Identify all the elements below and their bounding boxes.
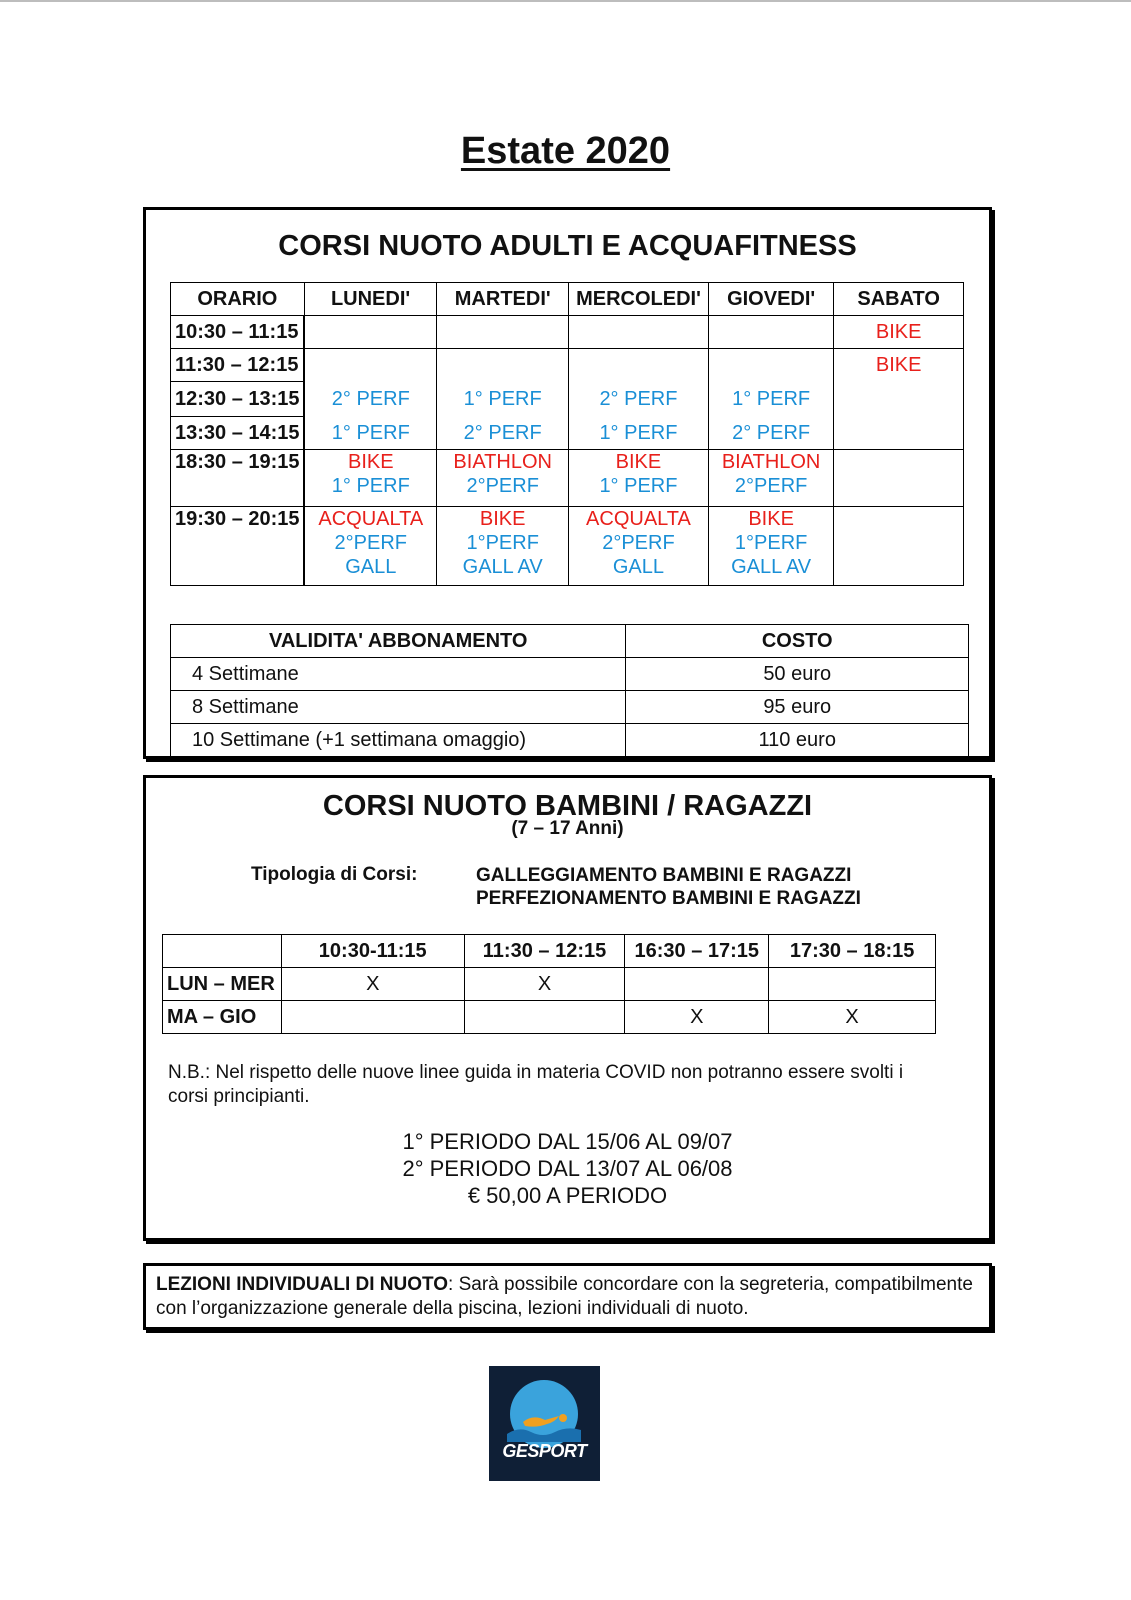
kids-col-header-empty <box>163 935 282 968</box>
schedule-cell <box>437 316 569 349</box>
schedule-cell <box>834 382 964 417</box>
kids-row-days: MA – GIO <box>163 1001 282 1034</box>
course-label: 2° PERF <box>732 421 811 444</box>
tipologia-item: PERFEZIONAMENTO BAMBINI E RAGAZZI <box>476 888 861 909</box>
col-header-lunedi: LUNEDI' <box>304 283 437 316</box>
course-label: 1° PERF <box>732 388 811 410</box>
periods-block <box>146 1128 989 1209</box>
course-label: BIKE <box>875 321 922 343</box>
course-label: ACQUALTA <box>318 508 424 530</box>
individual-lessons-text <box>156 1273 976 1321</box>
page-title: Estate 2020 <box>460 130 671 172</box>
kids-col-header-slot: 16:30 – 17:15 <box>625 935 769 968</box>
col-header-martedi: MARTEDI' <box>437 283 569 316</box>
kids-section <box>143 775 992 1241</box>
course-label: 2°PERF <box>734 475 808 497</box>
kids-col-header-slot: 17:30 – 18:15 <box>769 935 936 968</box>
table-row <box>171 417 964 450</box>
course-label: GALL AV <box>731 556 812 578</box>
schedule-cell <box>437 417 569 450</box>
table-row <box>171 382 964 417</box>
kids-cell <box>464 1001 625 1034</box>
top-rule <box>0 0 1131 2</box>
time-slot: 10:30 – 11:15 <box>171 316 305 349</box>
schedule-cell <box>569 507 709 586</box>
kids-cell: X <box>281 968 464 1001</box>
schedule-cell <box>304 382 437 417</box>
table-row <box>171 349 964 382</box>
kids-col-header-slot: 10:30-11:15 <box>281 935 464 968</box>
covid-note: N.B.: Nel rispetto delle nuove linee guida in materia COVID non potranno essere svolti i corsi principianti. <box>168 1062 904 1107</box>
course-label: 2°PERF <box>334 532 408 554</box>
price-line: € 50,00 A PERIODO <box>467 1183 668 1208</box>
kids-cell: X <box>769 1001 936 1034</box>
col-header-giovedi: GIOVEDI' <box>708 283 833 316</box>
schedule-cell <box>304 507 437 586</box>
time-slot: 13:30 – 14:15 <box>171 417 305 450</box>
pricing-table <box>170 624 969 757</box>
course-label: GALL <box>345 556 397 578</box>
col-header-orario: ORARIO <box>171 283 305 316</box>
kids-cell: X <box>625 1001 769 1034</box>
pricing-duration: 8 Settimane <box>171 691 626 724</box>
course-label: BIATHLON <box>453 451 552 473</box>
adults-schedule-table <box>170 282 964 586</box>
col-header-mercoledi: MERCOLEDI' <box>569 283 709 316</box>
course-label: BIATHLON <box>721 451 821 473</box>
course-label: GALL AV <box>462 556 543 578</box>
schedule-cell <box>834 417 964 450</box>
schedule-cell <box>708 349 833 382</box>
table-row <box>171 507 964 586</box>
course-label: 2° PERF <box>463 421 542 444</box>
schedule-cell <box>437 450 569 507</box>
course-label: BIKE <box>748 508 794 530</box>
schedule-cell <box>834 450 964 507</box>
tipologia-item: GALLEGGIAMENTO BAMBINI E RAGAZZI <box>476 865 852 886</box>
time-slot: 12:30 – 13:15 <box>171 382 305 417</box>
table-row <box>171 691 969 724</box>
schedule-cell <box>437 382 569 417</box>
kids-col-header-slot: 11:30 – 12:15 <box>464 935 625 968</box>
course-label: 1° PERF <box>599 475 678 497</box>
pricing-header-validita: VALIDITA' ABBONAMENTO <box>171 625 626 658</box>
schedule-cell <box>304 349 437 382</box>
schedule-cell <box>708 417 833 450</box>
pricing-duration: 4 Settimane <box>171 658 626 691</box>
individual-lessons-body: : Sarà possibile concordare con la segreteria, compatibilmente con l’organizzazione generale della piscina, lezioni individuali di nuoto. <box>156 1274 973 1319</box>
pricing-header-costo: COSTO <box>626 625 969 658</box>
swimmer-icon <box>489 1366 600 1481</box>
kids-heading: CORSI NUOTO BAMBINI / RAGAZZI <box>322 790 813 822</box>
schedule-cell <box>708 450 833 507</box>
schedule-cell <box>569 316 709 349</box>
adults-section <box>143 207 992 759</box>
table-row <box>171 316 964 349</box>
course-label: BIKE <box>479 508 526 530</box>
schedule-cell <box>304 417 437 450</box>
kids-cell <box>769 968 936 1001</box>
course-label: 2°PERF <box>602 532 675 554</box>
schedule-cell <box>569 349 709 382</box>
table-row <box>171 658 969 691</box>
time-slot: 19:30 – 20:15 <box>171 507 305 586</box>
schedule-cell <box>834 349 964 382</box>
kids-age-range: (7 – 17 Anni) <box>511 818 624 839</box>
tipologia-list <box>476 864 861 910</box>
time-slot: 11:30 – 12:15 <box>171 349 305 382</box>
kids-cell: X <box>464 968 625 1001</box>
course-label: BIKE <box>875 354 922 377</box>
pricing-duration: 10 Settimane (+1 settimana omaggio) <box>171 724 626 757</box>
individual-lessons-label: LEZIONI INDIVIDUALI DI NUOTO <box>156 1274 449 1295</box>
pricing-cost: 110 euro <box>626 724 969 757</box>
course-label: 1°PERF <box>734 532 808 554</box>
schedule-cell <box>708 382 833 417</box>
adults-heading: CORSI NUOTO ADULTI E ACQUAFITNESS <box>278 230 857 262</box>
individual-lessons-section <box>143 1263 992 1330</box>
table-row <box>163 968 936 1001</box>
col-header-sabato: SABATO <box>834 283 964 316</box>
course-label: 1° PERF <box>463 388 542 410</box>
kids-cell <box>625 968 769 1001</box>
schedule-cell <box>708 507 833 586</box>
schedule-cell <box>304 450 437 507</box>
schedule-cell <box>437 349 569 382</box>
course-label: 1° PERF <box>331 421 410 444</box>
gesport-logo <box>489 1366 600 1481</box>
course-label: 1° PERF <box>331 475 410 497</box>
tipologia-label: Tipologia di Corsi: <box>251 864 418 885</box>
period-line: 1° PERIODO DAL 15/06 AL 09/07 <box>402 1129 733 1154</box>
kids-row-days: LUN – MER <box>163 968 282 1001</box>
table-row <box>163 1001 936 1034</box>
logo-text: GESPORT <box>502 1441 587 1461</box>
course-label: 2° PERF <box>599 388 678 410</box>
course-label: ACQUALTA <box>586 508 691 530</box>
period-line: 2° PERIODO DAL 13/07 AL 06/08 <box>402 1156 733 1181</box>
schedule-cell <box>834 316 964 349</box>
course-label: 2°PERF <box>466 475 539 497</box>
schedule-cell <box>437 507 569 586</box>
schedule-cell <box>834 507 964 586</box>
pricing-cost: 95 euro <box>626 691 969 724</box>
table-row <box>171 724 969 757</box>
course-label: BIKE <box>348 451 394 473</box>
course-label: 1° PERF <box>599 421 678 444</box>
schedule-cell <box>569 417 709 450</box>
course-label: 2° PERF <box>331 388 410 410</box>
adults-schedule-body <box>171 316 964 586</box>
time-slot: 18:30 – 19:15 <box>171 450 305 507</box>
schedule-cell <box>708 316 833 349</box>
schedule-cell <box>304 316 437 349</box>
course-label: GALL <box>612 556 665 578</box>
schedule-cell <box>569 450 709 507</box>
kids-schedule-table <box>162 934 936 1034</box>
kids-cell <box>281 1001 464 1034</box>
schedule-cell <box>569 382 709 417</box>
course-label: 1°PERF <box>466 532 539 554</box>
table-row <box>171 450 964 507</box>
course-label: BIKE <box>615 451 662 473</box>
pricing-cost: 50 euro <box>626 658 969 691</box>
